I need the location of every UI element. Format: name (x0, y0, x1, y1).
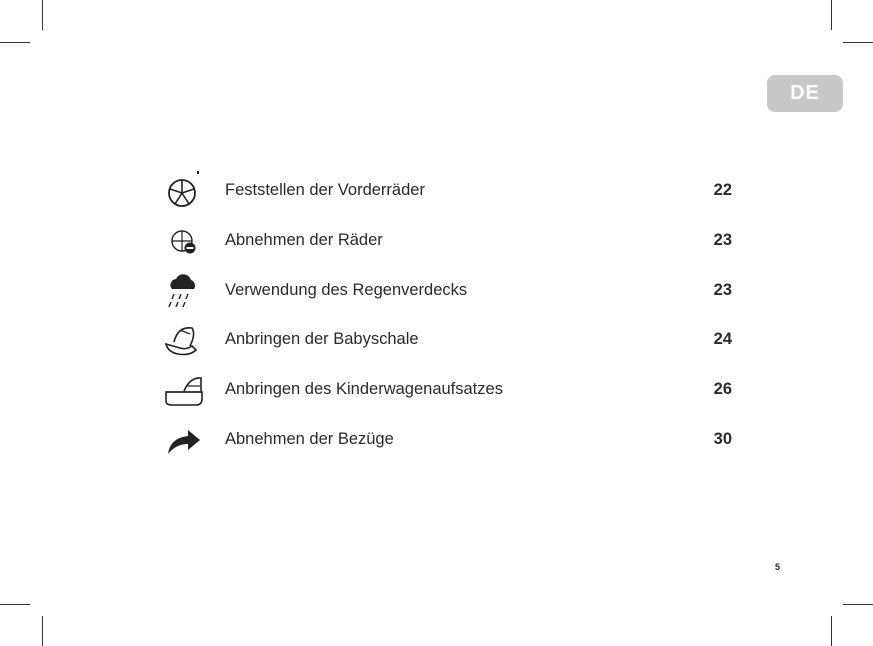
carrycot-icon (160, 370, 206, 410)
toc-entry-wheel-remove[interactable] (160, 221, 732, 261)
crop-mark (42, 616, 43, 646)
language-badge: DE (767, 75, 843, 112)
toc-entry-page: 24 (713, 330, 732, 348)
crop-mark (0, 604, 30, 605)
crop-mark (831, 0, 832, 30)
toc-entry-carrycot[interactable] (160, 370, 732, 410)
toc-entry-title: Feststellen der Vorderräder (225, 181, 425, 199)
rain-cloud-icon (160, 271, 206, 311)
toc-entry-wheel-lock[interactable] (160, 171, 732, 211)
toc-entry-page: 22 (713, 181, 732, 199)
toc-entry-rain-cover[interactable] (160, 271, 732, 311)
toc-entry-page: 26 (713, 380, 732, 398)
toc-entry-title: Anbringen der Babyschale (225, 330, 419, 348)
crop-mark (42, 0, 43, 30)
crop-mark (0, 42, 30, 43)
toc-entry-page: 30 (713, 430, 732, 448)
crop-mark (831, 616, 832, 646)
toc-entry-title: Verwendung des Regenverdecks (225, 281, 468, 299)
toc-entry-car-seat[interactable] (160, 320, 732, 360)
wheel-lock-icon (160, 171, 206, 211)
toc-entry-covers[interactable] (160, 420, 732, 460)
crop-mark (843, 604, 873, 605)
curved-arrow-icon (160, 420, 206, 460)
toc-entry-title: Anbringen des Kinderwagenaufsatzes (225, 380, 503, 398)
wheel-remove-icon (160, 221, 206, 261)
crop-mark (843, 42, 873, 43)
car-seat-icon (160, 320, 206, 360)
toc-entry-page: 23 (713, 281, 732, 299)
toc-entry-title: Abnehmen der Räder (225, 231, 383, 249)
toc-entry-title: Abnehmen der Bezüge (225, 430, 394, 448)
toc-entry-page: 23 (713, 231, 732, 249)
page-number: 5 (775, 562, 781, 572)
